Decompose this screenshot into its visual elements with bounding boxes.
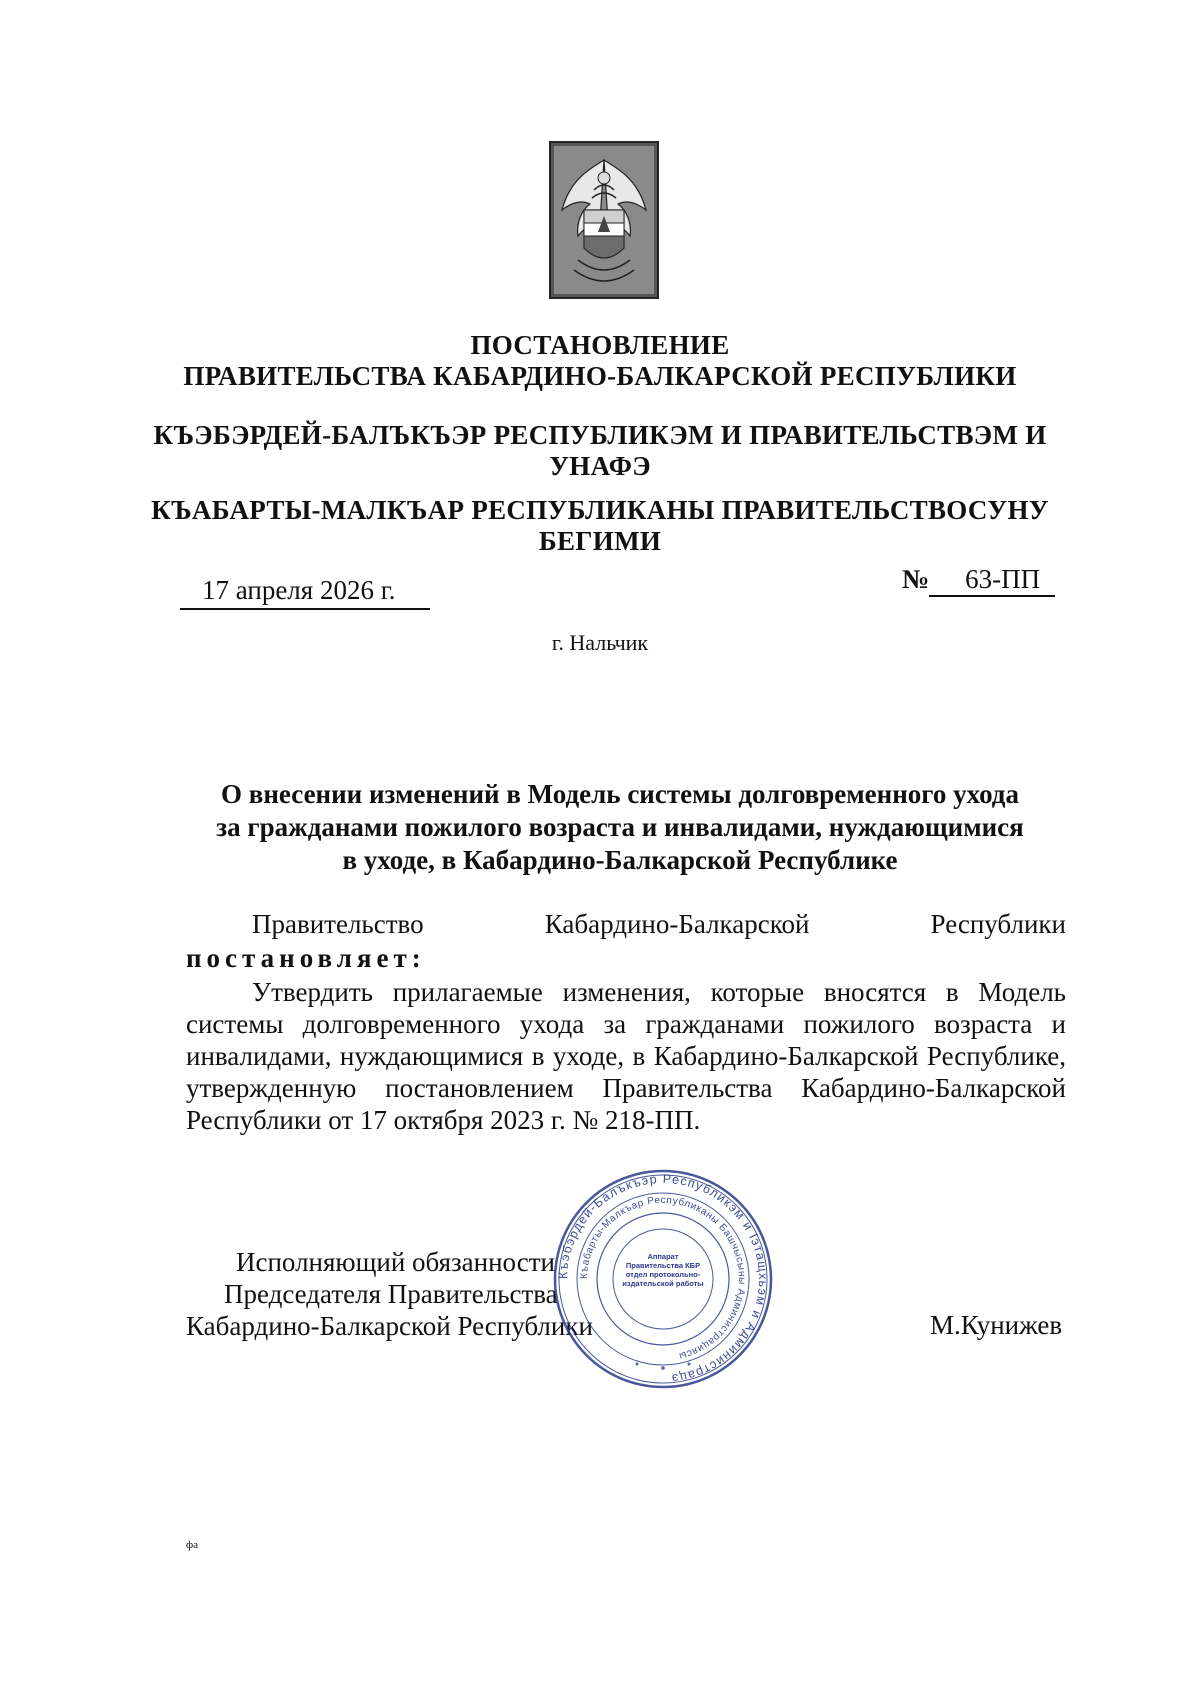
document-date	[180, 575, 430, 610]
kabardian-title-line-1: КЪЭБЭРДЕЙ-БАЛЪКЪЭР РЕСПУБЛИКЭМ И ПРАВИТЕЛЬСТВЭМ И	[153, 420, 1047, 450]
seal-outer-text: Къэбэрдей-Балъкъэр Республикэм и Іэтащхьэм и Администрацэ	[555, 1171, 771, 1386]
gov-word-3: Республики	[930, 909, 1066, 939]
document-number	[902, 564, 1055, 597]
subject-line-1: О внесении изменений в Модель системы долговременного ухода	[221, 779, 1019, 809]
signature-line-3: Кабардино-Балкарской Республики	[186, 1311, 593, 1341]
signature-line-2: Председателя Правительства	[224, 1279, 558, 1309]
gov-word-2: Кабардино-Балкарской	[544, 909, 810, 939]
subject-line-2: за гражданами пожилого возраста и инвалидами, нуждающимися	[216, 812, 1024, 842]
seal-center-text: Аппарат Правительства КБР отдел протокольно-издательской работы	[622, 1252, 704, 1288]
seal-inner-text: Къабарты-Малкъар Республиканы Башчысыны Администрациясы	[578, 1194, 748, 1362]
title-line-1: ПОСТАНОВЛЕНИЕ	[470, 330, 730, 360]
document-subject	[170, 778, 1070, 877]
city-label: г. Нальчик	[551, 630, 649, 655]
decree-word: постановляет:	[186, 943, 426, 973]
signature-block	[186, 1246, 593, 1342]
kabardian-title-line-2: УНАФЭ	[549, 451, 651, 481]
signature-line-1: Исполняющий обязанности	[236, 1247, 555, 1277]
coat-of-arms-icon	[548, 140, 660, 300]
government-line	[186, 908, 1066, 940]
balkar-title-line-2: БЕГИМИ	[538, 526, 662, 556]
footer-mark: фа	[186, 1539, 199, 1551]
kabardian-title	[0, 420, 1200, 482]
subject-line-3: в уходе, в Кабардино-Балкарской Республике	[342, 845, 898, 875]
decree-paragraph: Утвердить прилагаемые изменения, которые вносятся в Модель системы долговременного ухода за гражданами пожилого возраста и инвалидами, нуждающимися в уходе, в Кабардино-Балкарской Республике, утвержденную постановлением Правительства Кабардино-Балкарской Республики от 17 октября 2023 г. № 218-ПП.	[186, 977, 1066, 1135]
official-seal-icon	[552, 1168, 774, 1390]
gov-word-1: Правительство	[252, 909, 424, 939]
signer-name: М.Кунижев	[930, 1310, 1063, 1340]
date-value: 17 апреля 2026 г.	[202, 575, 396, 605]
document-title	[0, 330, 1200, 392]
number-sign: №	[902, 564, 930, 594]
balkar-title	[0, 495, 1200, 557]
title-line-2: ПРАВИТЕЛЬСТВА КАБАРДИНО-БАЛКАРСКОЙ РЕСПУБЛИКИ	[183, 361, 1017, 391]
balkar-title-line-1: КЪАБАРТЫ-МАЛКЪАР РЕСПУБЛИКАНЫ ПРАВИТЕЛЬСТВОСУНУ	[151, 495, 1049, 525]
number-value: 63-ПП	[929, 564, 1055, 597]
